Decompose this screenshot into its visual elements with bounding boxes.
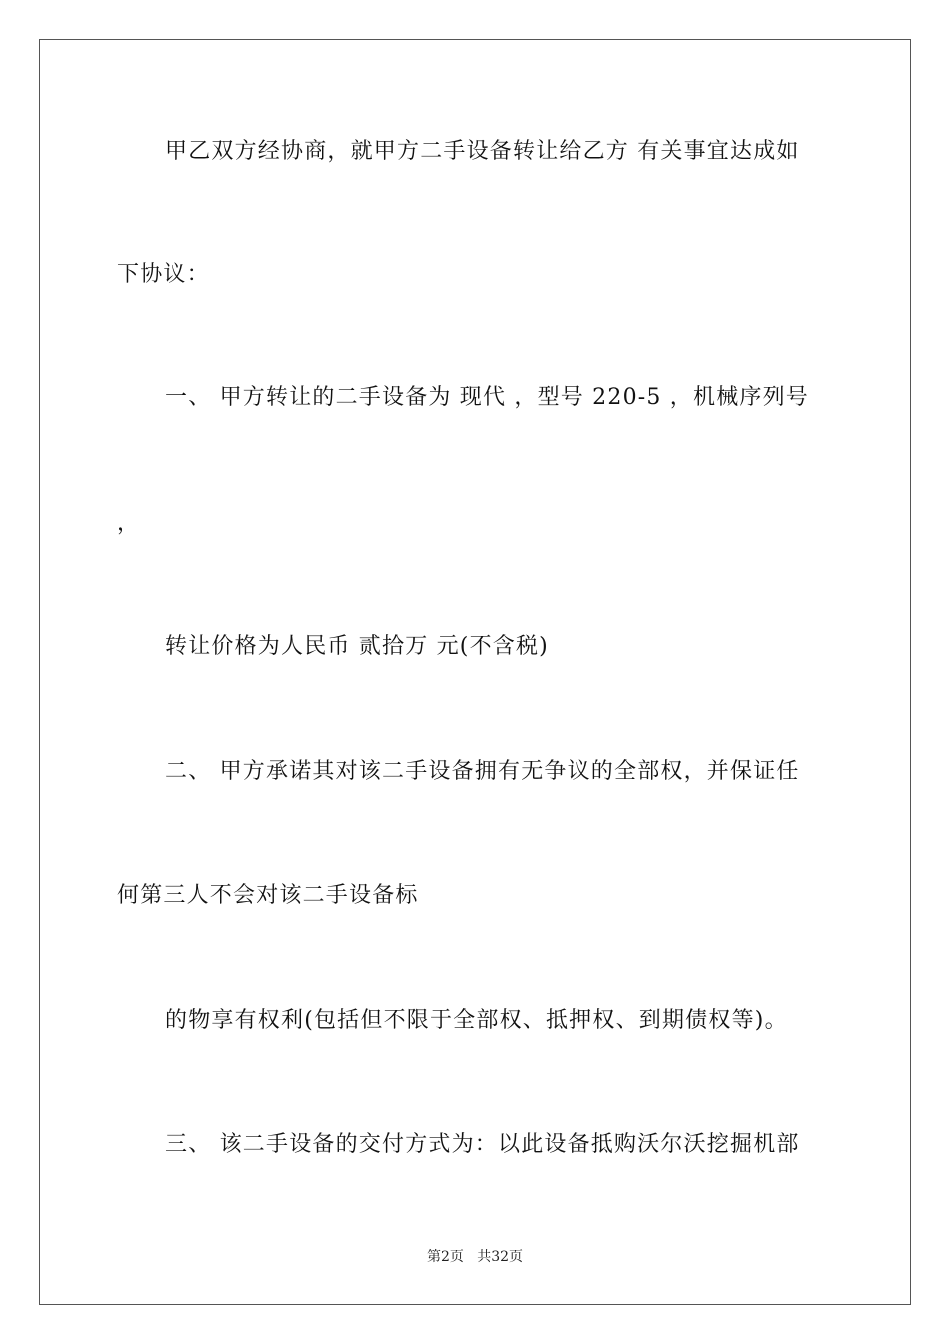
clause-1-price: 转让价格为人民币 贰拾万 元(不含税) <box>165 634 549 659</box>
clause-2-line-1: 二、 甲方承诺其对该二手设备拥有无争议的全部权，并保证任 <box>165 759 800 784</box>
clause-1-line-2: ， <box>117 511 141 536</box>
paragraph-intro-line-2: 下协议： <box>117 262 210 287</box>
clause-2-line-3: 的物享有权利(包括但不限于全部权、抵押权、到期债权等)。 <box>165 1008 788 1033</box>
clause-2-line-2: 何第三人不会对该二手设备标 <box>117 883 419 908</box>
page-border <box>39 39 911 1305</box>
page-number-footer: 第2页 共32页 <box>426 1249 524 1265</box>
clause-1-line-1: 一、 甲方转让的二手设备为 现代 ，型号 220-5 ，机械序列号 <box>165 385 809 410</box>
paragraph-intro-line-1: 甲乙双方经协商，就甲方二手设备转让给乙方 有关事宜达成如 <box>165 139 800 164</box>
clause-3-line-1: 三、 该二手设备的交付方式为：以此设备抵购沃尔沃挖掘机部 <box>165 1132 800 1157</box>
